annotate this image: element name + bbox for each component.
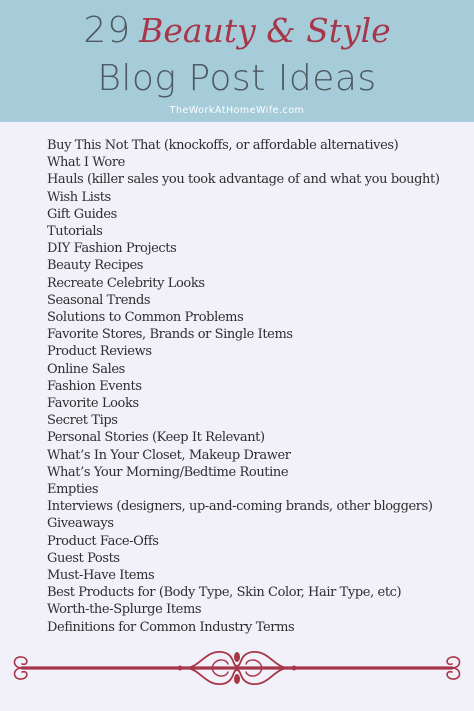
idea-item: Empties [47,482,99,498]
idea-item: Favorite Stores, Brands or Single Items [47,327,293,343]
idea-item: Product Reviews [47,344,152,360]
title-script-text: Beauty & Style [139,11,391,50]
idea-item: Product Face-Offs [47,533,159,549]
idea-item: Seasonal Trends [47,292,151,308]
idea-item: What I Wore [47,155,125,171]
idea-item: Favorite Looks [47,396,139,412]
title-line-1 [0,10,474,51]
page-title: Blog Post Ideas [97,58,377,99]
idea-item: Must-Have Items [47,568,155,584]
idea-item: Personal Stories (Keep It Relevant) [47,430,265,446]
site-url: TheWorkAtHomeWife.com [169,105,305,116]
idea-item: Tutorials [47,224,103,240]
idea-item: Beauty Recipes [47,258,144,274]
idea-item: Wish Lists [47,189,111,205]
idea-item: Recreate Celebrity Looks [47,275,205,291]
header-banner [0,0,474,122]
idea-item: Solutions to Common Problems [47,310,244,326]
idea-item: Definitions for Common Industry Terms [47,619,295,635]
idea-item: DIY Fashion Projects [47,241,177,257]
title-number: 29 [83,10,132,51]
idea-item: Secret Tips [47,413,118,429]
idea-item: What’s In Your Closet, Makeup Drawer [47,447,291,463]
idea-list [47,137,440,636]
idea-item: Gift Guides [47,206,117,222]
idea-item: Hauls (killer sales you took advantage of and what you bought) [47,172,440,188]
idea-item: Buy This Not That (knockoffs, or affordable alternatives) [47,138,399,153]
idea-item: Guest Posts [47,550,120,566]
idea-item: Best Products for (Body Type, Skin Color, Hair Type, etc) [47,585,402,601]
idea-item: Online Sales [47,361,125,377]
idea-item: Worth-the-Splurge Items [47,602,202,618]
idea-item: What’s Your Morning/Bedtime Routine [47,464,289,480]
idea-item: Fashion Events [47,378,142,394]
idea-item: Interviews (designers, up-and-coming brands, other bloggers) [47,499,433,515]
idea-item: Giveaways [47,516,114,532]
ideas-panel [0,122,474,711]
